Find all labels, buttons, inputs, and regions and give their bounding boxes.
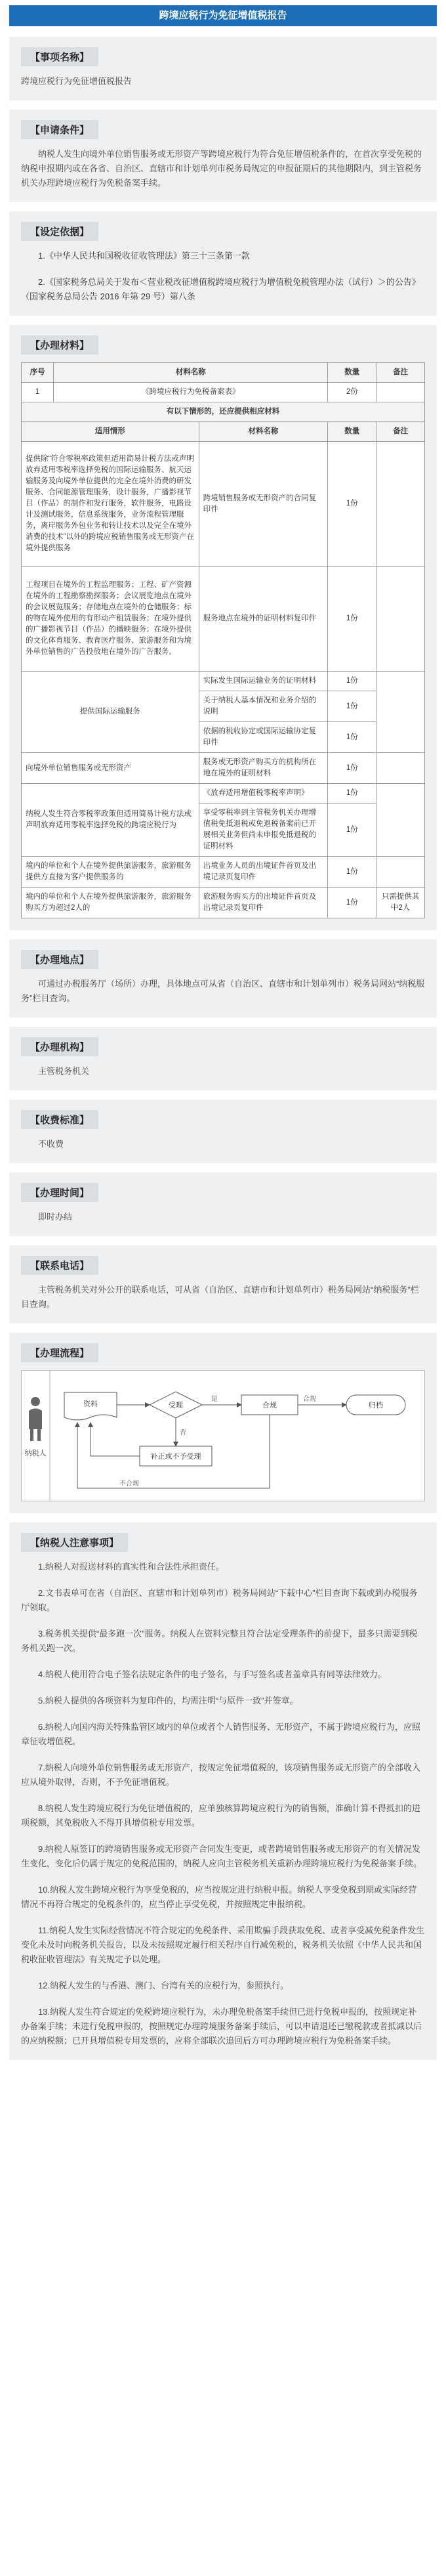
cell: 1份	[328, 753, 376, 784]
section-notes	[9, 1522, 437, 2060]
header-cell: 备注	[376, 363, 425, 383]
cell: 实际发生国际运输业务的证明材料	[199, 672, 328, 691]
header-cell: 材料名称	[54, 363, 328, 383]
table-row	[22, 383, 425, 402]
section-place	[9, 939, 437, 1018]
header-cell: 材料名称	[199, 422, 328, 442]
notes-list	[21, 1560, 425, 2048]
contact-text: 主管税务机关对外公开的联系电话，可从省（自治区、直辖市和计划单列市）税务局网站“纳税服务”栏目查询。	[21, 1285, 419, 1309]
section-time	[9, 1172, 437, 1236]
section-conditions	[9, 110, 437, 202]
header-cell: 备注	[376, 422, 425, 442]
header-cell: 数量	[328, 422, 376, 442]
cell: 服务或无形资产购买方的机构所在地在境外的证明材料	[199, 753, 328, 784]
section-heading: 【 申请条件 】	[21, 120, 98, 139]
node-reject	[140, 1446, 212, 1466]
time-text: 即时办结	[38, 1212, 73, 1222]
cell: 1	[22, 383, 54, 402]
cell: 依据的税收协定或国际运输协定复印件	[199, 722, 328, 753]
cell: 1份	[328, 567, 376, 672]
cell: 服务地点在境外的证明材料复印件	[199, 567, 328, 672]
note-item: 11.纳税人发生实际经营情况不符合规定的免税条件、采用欺骗手段获取免税、或者享受减免税条件发生变化未及时向税务机关报告，以及未按照规定履行相关程序自行减免税的，税务机关依照《中华人民共和国税收征收管理法》有关规定予以处理。	[21, 1925, 425, 1964]
cell	[376, 383, 425, 402]
materials-table	[21, 362, 425, 918]
note-item: 4.纳税人使用符合电子签名法规定条件的电子签名，与手写签名或者盖章具有同等法律效力。	[38, 1669, 386, 1679]
section-item-name	[9, 37, 437, 100]
note-item: 9.纳税人原签订的跨境销售服务或无形资产合同发生变更，或者跨境销售服务或无形资产的有关情况发生变化，变化后仍属于规定的免税范围的，纳税人应向主管税务机关重新办理跨境应税行为免税备案手续。	[21, 1844, 422, 1868]
cell: 只需提供其中2人	[376, 888, 425, 918]
table-row	[22, 888, 425, 918]
cell	[376, 784, 425, 857]
note-item: 12.纳税人发生的与香港、澳门、台湾有关的应税行为，参照执行。	[38, 1981, 289, 1990]
edge-label-no: 否	[180, 1429, 186, 1436]
cell	[376, 442, 425, 567]
edge-label-pass: 合规	[303, 1396, 316, 1403]
table-caption-row	[22, 402, 425, 422]
node-accept-label: 受理	[169, 1402, 183, 1409]
header-cell: 序号	[22, 363, 54, 383]
flow-diagram	[21, 1370, 425, 1501]
note-item: 5.纳税人提供的各项资料为复印件的，均需注明“与原件一致”并签章。	[38, 1696, 298, 1706]
note-item: 2.文书表单可在省（自治区、直辖市和计划单列市）税务局网站“下载中心”栏目查询下载或到办税服务厅领取。	[21, 1588, 418, 1612]
cell	[376, 672, 425, 753]
cell	[376, 753, 425, 784]
flow-svg	[21, 1370, 425, 1501]
flow-lane	[22, 1371, 425, 1501]
section-materials	[9, 325, 437, 930]
cell: 1份	[328, 857, 376, 888]
note-item: 13.纳税人发生符合规定的免税跨境应税行为，未办理免税备案手续但已进行免税申报的，按照规定补办备案手续；未进行免税申报的，按照规定办理跨境服务备案手续后，可以申请退还已缴税款或者抵减以后的应纳税额；已开具增值税专用发票的，应将全部联次追回后方可办理跨境应税行为免税备案手续。	[21, 2007, 422, 2046]
cell: 1份	[328, 888, 376, 918]
place-text: 可通过办税服务厅（场所）办理，具体地点可从省（自治区、直辖市和计划单列市）税务局网站“纳税服务”栏目查询。	[21, 979, 425, 1003]
page-title: 跨境应税行为免征增值税报告	[9, 5, 437, 26]
cell: 工程项目在境外的工程监理服务；工程、矿产资源在境外的工程勘察勘探服务；会议展览地点在境外的会议展览服务；存储地点在境外的仓储服务；标的物在境外使用的有形动产租赁服务；在境外提供的广播影视节目（作品）的播映服务；在境外提供的文化体育服务、教育医疗服务、旅游服务和为境外单位销售的广告投放地在境外的广告服务。	[22, 567, 199, 672]
cell: 境内的单位和个人在境外提供旅游服务，旅游服务提供方直接为客户提供服务的	[22, 857, 199, 888]
section-heading: 【 办理时间 】	[21, 1183, 98, 1202]
cell: 关于纳税人基本情况和业务介绍的说明	[199, 691, 328, 722]
cell	[376, 857, 425, 888]
sub-caption: 有以下情形的，还应提供相应材料	[22, 402, 425, 422]
section-basis	[9, 211, 437, 316]
cell: 提供除“符合零税率政策但适用简易计税方法或声明放弃适用零税率选择免税的国际运输服务、航天运输服务及向境外单位提供的完全在境外消费的研发服务、合同能源管理服务，设计服务，广播影视节目（作品）的制作和发行服务，软件服务，电路设计及测试服务，信息系统服务，业务流程管理服务，离岸服务外包业务和转让技术以及完全在境外消费的技术”以外的跨境应税销售服务或无形资产在境外提供服务	[22, 442, 199, 567]
basis-item: 1.《中华人民共和国税收征收管理法》第三十三条第一款	[38, 251, 250, 261]
fee-text: 不收费	[38, 1139, 64, 1149]
header-cell: 数量	[328, 363, 376, 383]
cell	[376, 567, 425, 672]
section-heading: 【 办理机构 】	[21, 1037, 98, 1056]
cell: 纳税人发生符合零税率政策但适用简易计税方法或声明放弃适用零税率选择免税的跨境应税行为	[22, 784, 199, 857]
basis-item: 2.《国家税务总局关于发布＜营业税改征增值税跨境应税行为增值税免税管理办法（试行）＞的公告》（国家税务总局公告 2016 年第 29 号）第八条	[21, 277, 420, 301]
note-item: 3.税务机关提供“最多跑一次”服务。纳税人在资料完整且符合法定受理条件的前提下，最多只需要到税务机关跑一次。	[21, 1629, 418, 1653]
cell: 1份	[328, 804, 376, 857]
node-approve-label: 合规	[262, 1402, 277, 1409]
section-heading: 【 联系电话 】	[21, 1256, 98, 1275]
table-row	[22, 672, 425, 691]
section-heading: 【 办理流程 】	[21, 1343, 98, 1362]
section-heading: 【 收费标准 】	[21, 1110, 98, 1129]
table-row	[22, 567, 425, 672]
section-heading: 【 设定依据 】	[21, 222, 98, 241]
section-heading: 【 事项名称 】	[21, 47, 98, 66]
section-heading: 【 纳税人注意事项 】	[21, 1533, 128, 1552]
table-row	[22, 784, 425, 804]
cell: 1份	[328, 442, 376, 567]
org-text: 主管税务机关	[38, 1066, 90, 1076]
node-archive-label: 归档	[369, 1402, 383, 1409]
lane-label: 纳税人	[24, 1449, 47, 1457]
cell: 1份	[328, 784, 376, 804]
cell: 《跨境应税行为免税备案表》	[54, 383, 328, 402]
edge-label-fail: 不合规	[119, 1480, 139, 1488]
section-org	[9, 1027, 437, 1090]
note-item: 6.纳税人向国内海关特殊监管区域内的单位或者个人销售服务、无形资产，不属于跨境应税行为，应照章征收增值税。	[21, 1722, 420, 1746]
cell: 享受零税率到主管税务机关办理增值税免抵退税或免退税备案前已开展相关业务但尚未申报免抵退税的证明材料	[199, 804, 328, 857]
cell: 出境业务人员的出境证件首页及出境记录页复印件	[199, 857, 328, 888]
cell: 提供国际运输服务	[22, 672, 199, 753]
edge-label-yes: 是	[211, 1396, 218, 1403]
cell: 境内的单位和个人在境外提供旅游服务，旅游服务购买方为超过2人的	[22, 888, 199, 918]
table-row	[22, 857, 425, 888]
node-approve	[241, 1395, 298, 1415]
cell: 1份	[328, 722, 376, 753]
header-cell: 适用情形	[22, 422, 199, 442]
section-contact	[9, 1245, 437, 1323]
table-header-row	[22, 363, 425, 383]
item-name-text: 跨境应税行为免征增值税报告	[21, 76, 132, 86]
table-header-row	[22, 422, 425, 442]
section-heading: 【 办理地点 】	[21, 950, 98, 969]
conditions-text: 纳税人发生向境外单位销售服务或无形资产等跨境应税行为符合免征增值税条件的，在首次享受免税的纳税申报期内或在各省、自治区、直辖市和计划单列市税务局规定的申报征期后的其他期限内，到主管税务机关办理跨境应税行为免税备案手续。	[21, 149, 422, 188]
cell: 向境外单位销售服务或无形资产	[22, 753, 199, 784]
note-item: 10.纳税人发生跨境应税行为享受免税的，应当按规定进行纳税申报。纳税人享受免税到期或实际经营情况不再符合规定的免税条件的，应当停止享受免税，并按照规定申报纳税。	[21, 1885, 417, 1909]
table-row	[22, 753, 425, 784]
node-archive	[346, 1395, 405, 1415]
cell: 1份	[328, 672, 376, 691]
section-heading: 【 办理材料 】	[21, 335, 98, 354]
section-flow	[9, 1333, 437, 1513]
table-row	[22, 442, 425, 567]
cell: 跨境销售服务或无形资产的合同复印件	[199, 442, 328, 567]
node-reject-label: 补正或不予受理	[150, 1453, 201, 1461]
cell: 2份	[328, 383, 376, 402]
cell: 旅游服务购买方的出境证件首页及出境记录页复印件	[199, 888, 328, 918]
note-item: 8.纳税人发生跨境应税行为免征增值税的，应单独核算跨境应税行为的销售额，准确计算不得抵扣的进项税额，其免税收入不得开具增值税专用发票。	[21, 1803, 420, 1828]
note-item: 1.纳税人对报送材料的真实性和合法性承担责任。	[38, 1562, 224, 1572]
cell: 1份	[328, 691, 376, 722]
node-data-label: 资料	[83, 1400, 98, 1408]
cell: 《放弃适用增值税零税率声明》	[199, 784, 328, 804]
note-item: 7.纳税人向境外单位销售服务或无形资产，按规定免征增值税的，该项销售服务或无形资产的全部收入应从境外取得，否则，不予免征增值税。	[21, 1763, 420, 1787]
section-fee	[9, 1100, 437, 1163]
